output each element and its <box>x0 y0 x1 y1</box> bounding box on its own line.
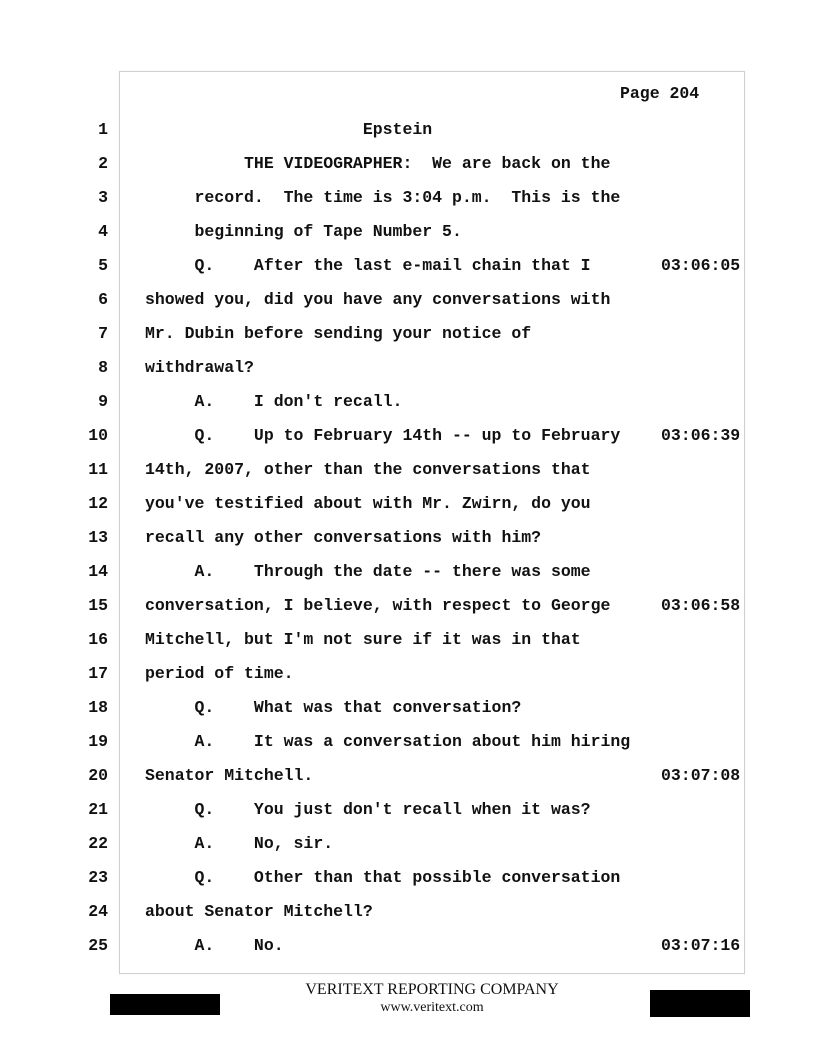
transcript-line-text: A. It was a conversation about him hiring <box>145 732 631 751</box>
footer-website: www.veritext.com <box>380 1000 484 1015</box>
line-number: 1 <box>98 120 108 139</box>
transcript-line-text: recall any other conversations with him? <box>145 528 542 547</box>
line-number: 2 <box>98 154 108 173</box>
line-number: 8 <box>98 358 108 377</box>
transcript-line-text: Q. What was that conversation? <box>145 698 522 717</box>
transcript-line-text: Q. Other than that possible conversation <box>145 868 621 887</box>
timestamp: 03:07:16 <box>661 936 741 955</box>
line-number: 24 <box>88 902 108 921</box>
line-number: 23 <box>88 868 108 887</box>
transcript-line-text: Q. You just don't recall when it was? <box>145 800 591 819</box>
transcript-line-text: A. No. <box>145 936 284 955</box>
transcript-line-text: A. No, sir. <box>145 834 334 853</box>
line-number: 7 <box>98 324 108 343</box>
transcript-line-text: Mr. Dubin before sending your notice of <box>145 324 532 343</box>
transcript-line-text: period of time. <box>145 664 294 683</box>
transcript-line-text: Q. Up to February 14th -- up to February <box>145 426 621 445</box>
line-number: 17 <box>88 664 108 683</box>
transcript-line-text: conversation, I believe, with respect to George <box>145 596 611 615</box>
footer-company: VERITEXT REPORTING COMPANY <box>305 981 559 998</box>
timestamp: 03:06:05 <box>661 256 741 275</box>
transcript-line-text: beginning of Tape Number 5. <box>145 222 462 241</box>
transcript-line-text: 14th, 2007, other than the conversations that <box>145 460 591 479</box>
transcript-line-text: you've testified about with Mr. Zwirn, do you <box>145 494 591 513</box>
transcript-line-text: Epstein <box>145 120 433 139</box>
line-number: 18 <box>88 698 108 717</box>
transcript-line-text: record. The time is 3:04 p.m. This is the <box>145 188 621 207</box>
line-number: 4 <box>98 222 108 241</box>
timestamp: 03:06:58 <box>661 596 741 615</box>
line-number: 21 <box>88 800 108 819</box>
line-number: 25 <box>88 936 108 955</box>
line-number: 9 <box>98 392 108 411</box>
line-number: 22 <box>88 834 108 853</box>
page-number: Page 204 <box>620 84 700 103</box>
transcript-line-text: withdrawal? <box>145 358 254 377</box>
line-number: 19 <box>88 732 108 751</box>
line-number: 13 <box>88 528 108 547</box>
redaction-box-left <box>110 994 220 1015</box>
timestamp: 03:07:08 <box>661 766 741 785</box>
transcript-line-text: about Senator Mitchell? <box>145 902 373 921</box>
line-number: 15 <box>88 596 108 615</box>
transcript-line-text: A. Through the date -- there was some <box>145 562 591 581</box>
line-number: 12 <box>88 494 108 513</box>
line-number: 5 <box>98 256 108 275</box>
transcript-line-text: A. I don't recall. <box>145 392 403 411</box>
redaction-box-right <box>650 990 750 1017</box>
line-number: 16 <box>88 630 108 649</box>
line-number: 20 <box>88 766 108 785</box>
timestamp: 03:06:39 <box>661 426 741 445</box>
line-number: 3 <box>98 188 108 207</box>
line-number: 14 <box>88 562 108 581</box>
line-number: 11 <box>88 460 108 479</box>
transcript-line-text: Q. After the last e-mail chain that I <box>145 256 591 275</box>
transcript-line-text: Mitchell, but I'm not sure if it was in that <box>145 630 581 649</box>
transcript-line-text: showed you, did you have any conversations with <box>145 290 611 309</box>
line-number: 10 <box>88 426 108 445</box>
line-number: 6 <box>98 290 108 309</box>
transcript-line-text: THE VIDEOGRAPHER: We are back on the <box>145 154 611 173</box>
transcript-line-text: Senator Mitchell. <box>145 766 314 785</box>
